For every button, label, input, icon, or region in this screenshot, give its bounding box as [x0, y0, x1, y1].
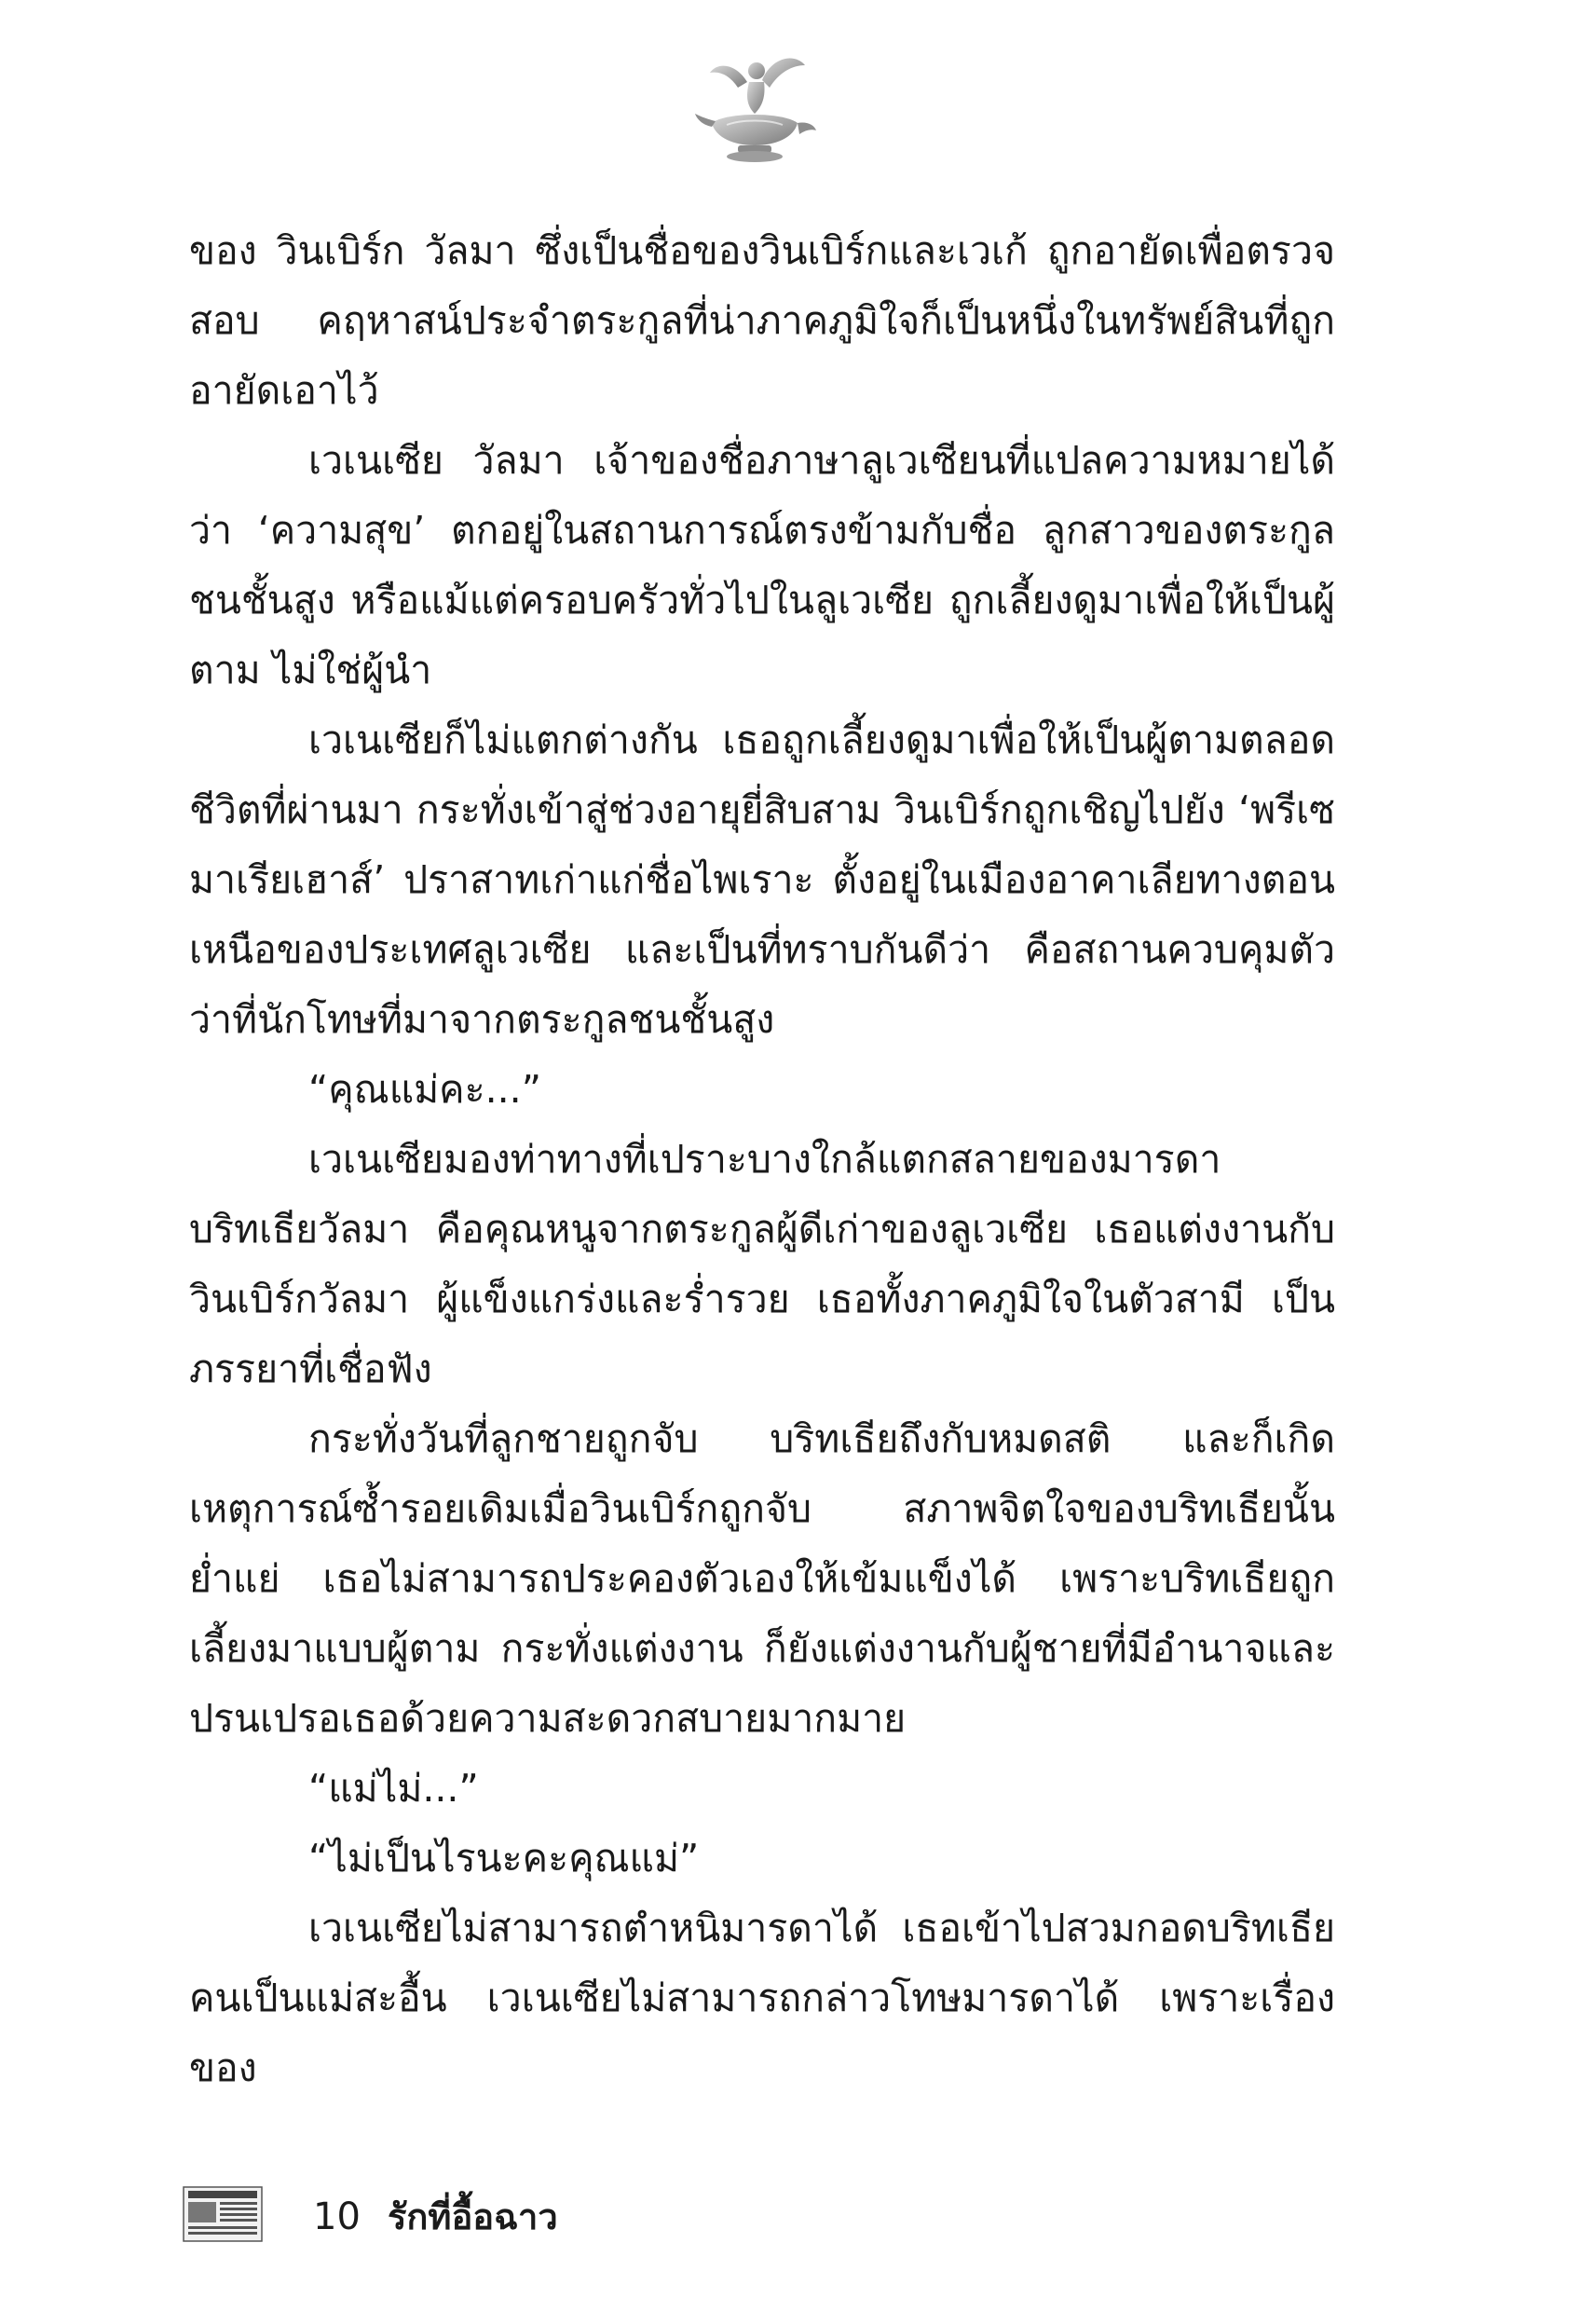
paragraph: เวเนเซียมองท่าทางที่เปราะบางใกล้แตกสลายของมารดา บริทเธียวัลมา คือคุณหนูจากตระกูลผู้ดีเก่าของลูเวเซีย เธอแต่งงานกับ วินเบิร์กวัลมา ผู้แข็งแกร่งและร่ำรวย เธอทั้งภาคภูมิใจในตัวสามี เป็นภรรยาที่เชื่อฟัง: [189, 1137, 1335, 1391]
body-text: [189, 216, 1335, 2103]
paragraph: กระทั่งวันที่ลูกชายถูกจับ บริทเธียถึงกับหมดสติ และก็เกิดเหตุการณ์ซ้ำรอยเดิมเมื่อวินเบิร์กถูกจับ สภาพจิตใจของบริทเธียนั้นย่ำแย่ เธอไม่สามารถประคองตัวเองให้เข้มแข็งได้ เพราะบริทเธียถูกเลี้ยงมาแบบผู้ตาม กระทั่งแต่งงาน ก็ยังแต่งงานกับผู้ชายที่มีอำนาจและปรนเปรอเธอด้วยความสะดวกสบายมากมาย: [189, 1416, 1335, 1741]
newspaper-icon: [183, 2186, 263, 2242]
paragraph: เวเนเซียก็ไม่แตกต่างกัน เธอถูกเลี้ยงดูมาเพื่อให้เป็นผู้ตามตลอดชีวิตที่ผ่านมา กระทั่งเข้าสู่ช่วงอายุยี่สิบสาม วินเบิร์กถูกเชิญไปยัง ‘พรีเซมาเรียเฮาส์’ ปราสาทเก่าแก่ชื่อไพเราะ ตั้งอยู่ในเมืองอาคาเลียทางตอนเหนือของประเทศลูเวเซีย และเป็นที่ทราบกันดีว่า คือสถานควบคุมตัวว่าที่นักโทษที่มาจากตระกูลชนชั้นสูง: [189, 718, 1335, 1042]
book-title: รักที่อื้อฉาว: [388, 2196, 558, 2237]
paragraph: เวเนเซียไม่สามารถตำหนิมารดาได้ เธอเข้าไปสวมกอดบริทเธียคนเป็นแม่สะอื้น เวเนเซียไม่สามารถกล่าวโทษมารดาได้ เพราะเรื่องของ: [189, 1906, 1335, 2090]
page-number: 10: [313, 2195, 361, 2238]
dialogue-line: “คุณแม่คะ...”: [308, 1067, 541, 1112]
dialogue-line: “แม่ไม่...”: [308, 1766, 479, 1811]
paragraph: เวเนเซีย วัลมา เจ้าของชื่อภาษาลูเวเซียนที่แปลความหมายได้ว่า ‘ความสุข’ ตกอยู่ในสถานการณ์ตรงข้ามกับชื่อ ลูกสาวของตระกูลชนชั้นสูง หรือแม้แต่ครอบครัวทั่วไปในลูเวเซีย ถูกเลี้ยงดูมาเพื่อให้เป็นผู้ตาม ไม่ใช่ผู้นำ: [189, 438, 1335, 692]
dialogue-line: “ไม่เป็นไรนะคะคุณแม่”: [308, 1836, 700, 1880]
paragraph: ของ วินเบิร์ก วัลมา ซึ่งเป็นชื่อของวินเบิร์กและเวเก้ ถูกอายัดเพื่อตรวจสอบ คฤหาสน์ประจำตระกูลที่น่าภาคภูมิใจก็เป็นหนึ่งในทรัพย์สินที่ถูกอายัดเอาไว้: [189, 228, 1335, 413]
angel-lamp-ornament-icon: [689, 45, 820, 166]
page-footer: [183, 2186, 1021, 2251]
